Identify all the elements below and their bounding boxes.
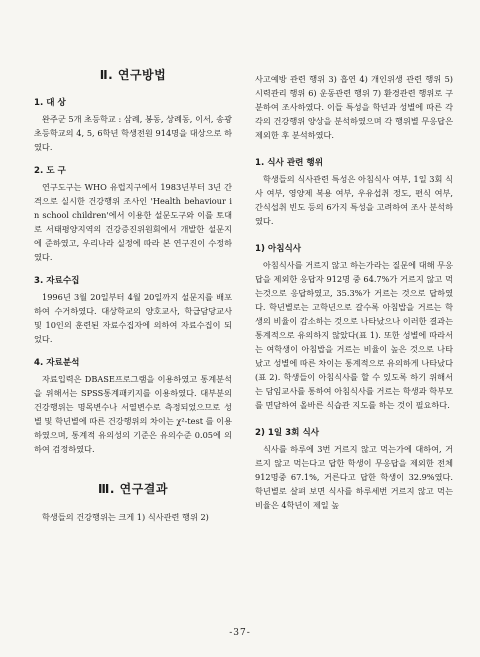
right-column <box>255 72 453 512</box>
heading-three-meals: 2) 1일 3회 식사 <box>255 428 320 438</box>
paragraph-three-meals: 식사를 하루에 3번 거르지 않고 먹는가에 대하여, 거르지 않고 먹는다고 답한 학생이 무응답을 제외한 전체 912명중 67.1%, 거른다고 답한 학생이 32.9%였다. 학년별로 살펴 보면 식사를 하루세번 거르지 않고 먹는 비율은 4학년이 제일 높 <box>255 444 453 510</box>
section-title-methods: Ⅱ. 연구방법 <box>99 68 167 82</box>
paragraph-breakfast: 아침식사를 거르지 않고 하는가라는 질문에 대해 무응답을 제외한 응답자 912명 중 64.7%가 거르지 않고 먹는것으로 응답하였고, 35.3%가 거르는 것으로 답하였다. 학년별로는 고학년으로 갈수록 아침밥을 거르는 학생의 비율이 감소하는 것으로 나타났으나 이러한 결과는 통계적으로 유의하지 않았다(표 1). 또한 성별에 따라서는 여학생이 아침밥을 거르는 비율이 높은 것으로 나타났고 성별에 따른 차이는 통계적으로 유의하게 나타났다(표 2). 학생들이 아침식사를 할 수 있도록 하기 위해서는 담임교사를 통하여 아침식사를 거르는 학생과 학부모를 면담하여 올바른 식습관 지도를 하는 것이 필요하다. <box>255 260 453 410</box>
section-title-results: Ⅲ. 연구결과 <box>98 482 168 496</box>
paragraph-subjects: 완주군 5개 초등학교 : 삼례, 봉동, 상례동, 이서, 송광 초등학교의 4, 5, 6학년 학생전원 914명을 대상으로 하였다. <box>34 114 232 152</box>
heading-instrument: 2. 도 구 <box>34 166 66 176</box>
heading-diet-behavior: 1. 식사 관련 행위 <box>255 158 324 168</box>
paragraph-results-intro: 학생들의 건강행위는 크게 1) 식사관련 행위 2) <box>42 512 209 522</box>
page-number: -37- <box>229 628 251 638</box>
paragraph-instrument: 연구도구는 WHO 유럽지구에서 1983년부터 3년 간격으로 실시한 건강행위 조사인 'Health behaviour in school children'에서 이용한 설문도구와 이를 토대로 서태평양지역의 건강증진위원회에서 개발한 설문지에 준하였고, 우리나라 실정에 따라 본 연구진이 수정하였다. <box>34 182 232 262</box>
heading-breakfast: 1) 아침식사 <box>255 244 302 254</box>
heading-subjects: 1. 대 상 <box>34 98 66 108</box>
paragraph-data-analysis: 자료입력은 DBASE프로그램을 이용하였고 통계분석을 위해서는 SPSS통계패키지를 이용하였다. 대부분의 건강행위는 명목변수나 서열변수로 측정되었으므로 성별 및 학년별에 따른 건강행위의 차이는 χ²-test 를 이용하였으며, 통계적 유의성의 기준은 유의수준 0.05에 의하여 검정하였다. <box>34 374 232 454</box>
paragraph-data-collection: 1996년 3월 20일부터 4월 20일까지 설문지를 배포하여 수거하였다. 대상학교의 양호교사, 학급담당교사 및 10인의 훈련된 자료수집자에 의하여 자료수집이 되었다. <box>34 292 232 344</box>
left-column <box>34 68 232 524</box>
heading-data-collection: 3. 자료수집 <box>34 276 80 286</box>
paragraph-results-continued: 사고예방 관련 행위 3) 흡연 4) 개인위생 관련 행위 5) 시력관리 행위 6) 운동관련 행위 7) 환경관련 행위로 구분하여 조사하였다. 이들 특성을 학년과 성별에 따른 각각의 건강행위 양상을 분석하였으며 각 행위별 무응답은 제외한 후 분석하였다. <box>255 74 453 140</box>
paragraph-diet-behavior: 학생들의 식사관련 특성은 아침식사 여부, 1일 3회 식사 여부, 영양제 복용 여부, 우유섭취 정도, 편식 여부, 간식섭취 빈도 등의 6가지 특성을 고려하여 조사 분석하였다. <box>255 174 453 226</box>
heading-data-analysis: 4. 자료분석 <box>34 358 80 368</box>
